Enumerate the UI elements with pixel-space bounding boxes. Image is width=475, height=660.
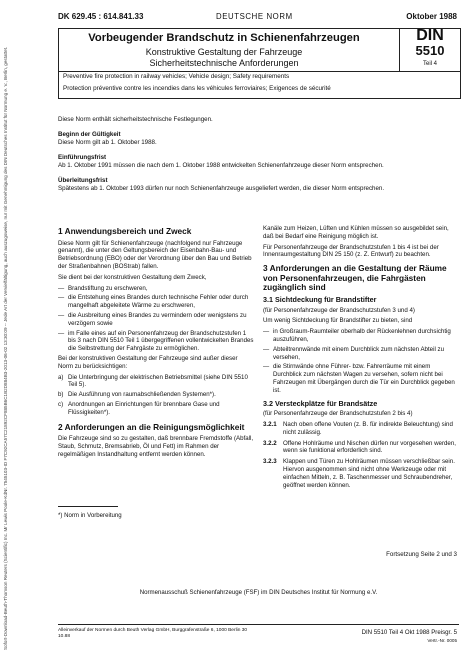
- continuation-note: Fortsetzung Seite 2 und 3: [386, 551, 457, 558]
- dk-number: DK 629.45 : 614.841.33: [58, 12, 144, 21]
- list-item: — die Stirnwände ohne Führer- bzw. Fahrerräume mit einem Durchblick zum nächsten Wagen zu versehen, sofern nicht bei Fahrzeugen mit Übergängen durch die Tür ein Durchblick gegeben ist.: [263, 363, 455, 394]
- list-item: — die Ausbreitung eines Brandes zu vermindern oder wenigstens zu verzögern sowie: [58, 311, 247, 327]
- safety-note: Diese Norm enthält sicherheitstechnische Festlegungen.: [58, 116, 213, 123]
- distribution-number: Vertr.-Nr. 0005: [427, 638, 457, 643]
- document-type: DEUTSCHE NORM: [216, 12, 293, 21]
- paragraph: Kanäle zum Heizen, Lüften und Kühlen müssen so ausgebildet sein, daß bei Bedarf eine Reinigung möglich ist.: [263, 225, 449, 240]
- translation-block: [58, 70, 461, 99]
- din-label: DIN: [416, 27, 444, 44]
- numbered-clause: 3.2.2 Offene Hohlräume und Nischen dürfen nur vorgesehen werden, wenn sie funktional erforderlich sind.: [263, 439, 456, 455]
- left-column: [58, 225, 254, 462]
- paragraph: Diese Norm gilt für Schienenfahrzeuge (nachfolgend nur Fahrzeuge genannt), die unter den Geltungsbereich der Eisenbahn-Bau- und Betriebsordnung (EBO) oder der Verordnung über den Bau und Betrieb der Straßenbahnen (BOStrab) fallen.: [58, 239, 252, 270]
- paragraph: (für Personenfahrzeuge der Brandschutzstufen 2 bis 4): [263, 410, 413, 418]
- part-label: Teil 4: [422, 61, 437, 67]
- list-item: b) Die Ausführung von raumabschließenden Systemen*).: [58, 391, 216, 399]
- introduction-period-heading: Einführungsfrist: [58, 154, 107, 161]
- list-item: — Abteiltrennwände mit einem Durchblick zum nächsten Abteil zu versehen,: [263, 345, 444, 361]
- paragraph: Für Personenfahrzeuge der Brandschutzstufen 1 bis 4 ist bei der Innenraumgestaltung DIN 25 150 (z. Z. Entwurf) zu beachten.: [263, 243, 439, 259]
- transition-period-heading: Überleitungsfrist: [58, 177, 108, 184]
- list-item: — in Großraum-Raumteiler oberhalb der Rückenlehnen durchsichtig auszuführen,: [263, 328, 451, 343]
- paragraph: Bei der konstruktiven Gestaltung der Fahrzeuge sind außer dieser Norm zu berücksichtigen:: [58, 354, 238, 370]
- din-number-box: [399, 29, 460, 71]
- din-reference: DIN 5510 Teil 4 Okt 1988 Preisgr. 5: [361, 629, 457, 636]
- issue-date: Oktober 1988: [406, 12, 457, 21]
- paragraph: Um wenig Sichtdeckung für Brandstifter zu bieten, sind: [263, 317, 413, 325]
- validity-text: Diese Norm gilt ab 1. Oktober 1988.: [58, 139, 157, 146]
- title-block: [58, 28, 461, 72]
- section-3-1-heading: 3.1 Sichtdeckung für Brandstifter: [263, 294, 377, 304]
- french-title: Protection préventive contre les incendies dans les véhicules ferroviaires; Exigences de sécurité: [63, 85, 331, 92]
- footnote: *) Norm in Vorbereitung: [58, 512, 122, 519]
- list-item: — die Entstehung eines Brandes durch technische Fehler oder durch mangelhaft abgeleitete Wärme zu erschweren,: [58, 294, 249, 310]
- paragraph: Die Fahrzeuge sind so zu gestalten, daß brennbare Fremdstoffe (Abfall, Staub, Schmutz, Bremsabrieb, Öl und Fett) im Rahmen der regelmäßigen Instandhaltung entfernt werden können.: [58, 435, 254, 458]
- numbered-clause: 3.2.1 Nach oben offene Vouten (z. B. für indirekte Beleuchtung) sind nicht zulässig.: [263, 420, 453, 436]
- list-item: — Brandstiftung zu erschweren,: [58, 284, 148, 292]
- page-title: Vorbeugender Brandschutz in Schienenfahrzeugen: [88, 32, 360, 44]
- list-item: — im Falle eines auf ein Personenfahrzeug der Brandschutzstufen 1 bis 3 nach DIN 5510 Teil 1 übergegriffenen vollentwickelten Brandes die Selbstrettung der Fahrgäste zu ermöglichen.: [58, 329, 254, 353]
- introduction-period-text: Ab 1. Oktober 1991 müssen die nach dem 1. Oktober 1988 entwickelten Schienenfahrzeuge dieser Norm entsprechen.: [58, 162, 384, 169]
- list-item: c) Anordnungen an Einrichtungen für brennbare Gase und Flüssigkeiten*).: [58, 400, 220, 416]
- validity-heading: Beginn der Gültigkeit: [58, 131, 121, 138]
- transition-period-text: Spätestens ab 1. Oktober 1993 dürfen nur noch Schienenfahrzeuge ausgeliefert werden, die dieser Norm entsprechen.: [58, 185, 385, 192]
- right-column: [263, 225, 459, 492]
- standard-number: 5510: [415, 43, 445, 58]
- paragraph: (für Personenfahrzeuge der Brandschutzstufen 3 und 4): [263, 306, 415, 314]
- section-2-heading: 2 Anforderungen an die Reinigungsmöglichkeit: [58, 421, 245, 432]
- english-title: Preventive fire protection in railway vehicles; Vehicle design; Safety requirements: [63, 73, 290, 80]
- numbered-clause: 3.2.3 Klappen und Türen zu Hohlräumen müssen verschließbar sein. Hiervon ausgenommen sind nicht ohne Werkzeuge oder mit einfachen Mitteln, z. B. Taschenmesser und Schraubendreher, geöffnet werden können.: [263, 458, 455, 489]
- publisher-note: Alleinverkauf der Normen durch Beuth Verlag GmbH, Burggrafenstraße 6, 1000 Berlin 30 10.88: [58, 628, 248, 639]
- subtitle-2: Sicherheitstechnische Anforderungen: [149, 58, 299, 68]
- section-3-2-heading: 3.2 Versteckplätze für Brandsätze: [263, 398, 378, 408]
- section-1-heading: 1 Anwendungsbereich und Zweck: [58, 226, 192, 236]
- download-watermark: Sofort-Download-Beuth-Thomson Reuters (Scientific) Inc. Mr Lewis Poole-KdNr. 7545103-ID F7C92CA57C21892CF885B6C1B2D884B3-2013-06-02 13:30:09 -- Jede Art der Vervielfältigung, auch auszugsweise, nur mit Genehmigung des DIN Deutsches Institut für Normung e. V., Berlin, gestattet.: [3, 46, 8, 650]
- list-item: a) Die Unterbringung der elektrischen Betriebsmittel (siehe DIN 5510 Teil 5).: [58, 373, 248, 389]
- footnote-rule: [58, 506, 118, 507]
- section-3-heading: 3 Anforderungen an die Gestaltung der Räume von Personenfahrzeugen, die Fahrgästen zugänglich sind: [263, 263, 447, 293]
- footer-rule: [58, 624, 459, 625]
- committee-line: Normenausschuß Schienenfahrzeuge (FSF) im DIN Deutsches Institut für Normung e.V.: [139, 589, 378, 596]
- subtitle-1: Konstruktive Gestaltung der Fahrzeuge: [145, 47, 303, 57]
- paragraph: Sie dient bei der konstruktiven Gestaltung dem Zweck,: [58, 273, 207, 281]
